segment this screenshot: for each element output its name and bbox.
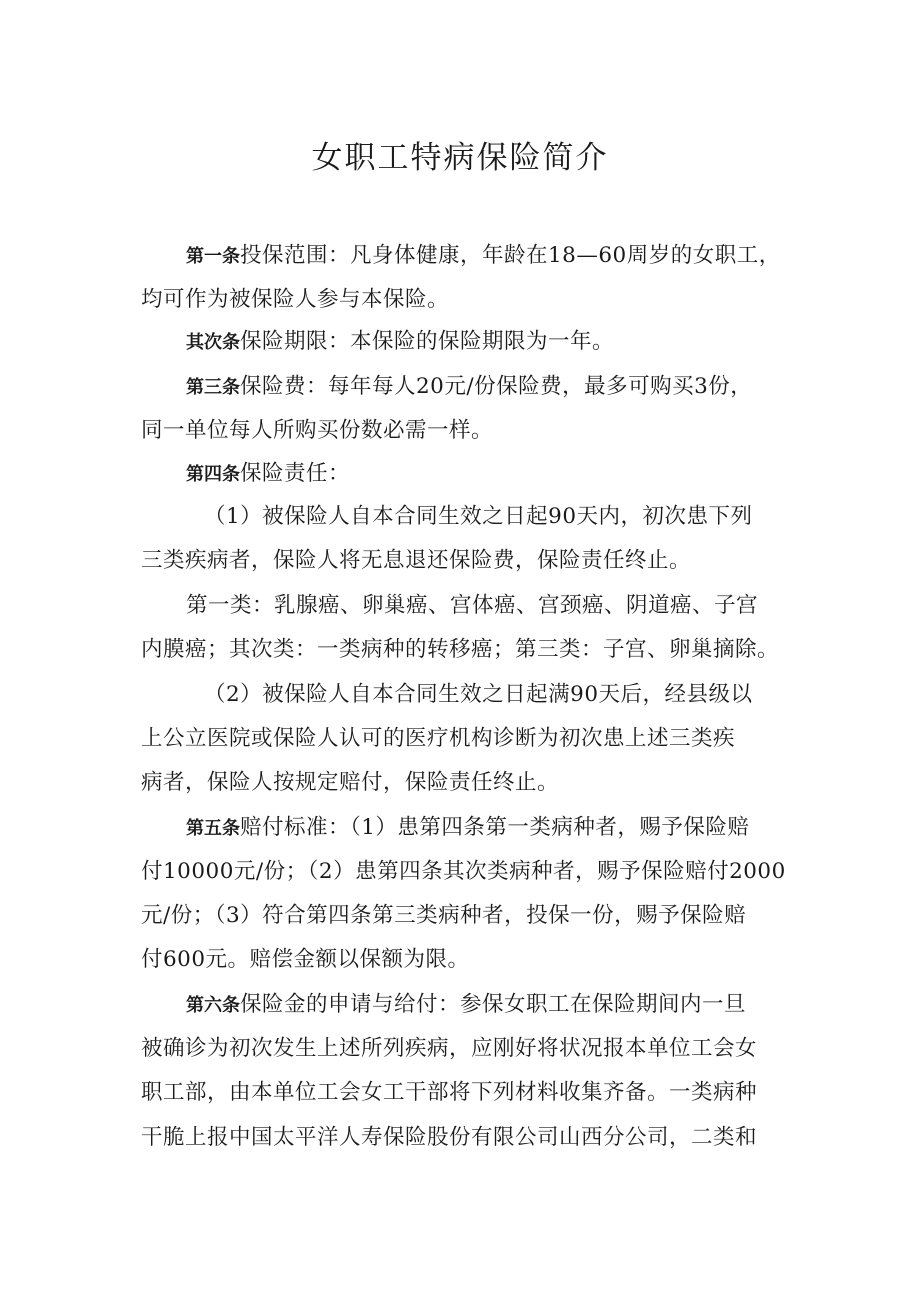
article-2-label: 其次条	[186, 332, 240, 352]
article-3-line-2: 同一单位每人所购买份数必需一样。	[141, 418, 494, 443]
article-4-types-line-2: 内膜癌；其次类：一类病种的转移癌；第三类：子宫、卵巢摘除。	[141, 637, 780, 662]
article-5-text-1: 赔付标准：（1）患第四条第一类病种者，赐予保险赔	[240, 815, 750, 840]
article-2-text-1: 保险期限：本保险的保险期限为一年。	[240, 329, 615, 354]
article-2-line-1	[186, 324, 614, 355]
article-6-line-1	[186, 987, 746, 1018]
article-6-line-2: 被确诊为初次发生上述所列疾病，应刚好将状况报本单位工会女	[141, 1036, 758, 1061]
article-6-text-1: 保险金的申请与给付：参保女职工在保险期间内一旦	[240, 992, 747, 1017]
article-1-text-1: 投保范围：凡身体健康，年龄在18—60周岁的女职工，	[240, 243, 781, 268]
article-5-line-3: 元/份；（3）符合第四条第三类病种者，投保一份，赐予保险赔	[141, 903, 747, 928]
article-5-line-4: 付600元。赔偿金额以保额为限。	[141, 947, 470, 972]
article-1-label: 第一条	[186, 246, 240, 266]
article-3-line-1	[186, 369, 752, 400]
article-4-item-1-line-1: （1）被保险人自本合同生效之日起90天内，初次患下列	[204, 504, 753, 529]
article-5-line-2: 付10000元/份；（2）患第四条其次类病种者，赐予保险赔付2000	[141, 859, 786, 884]
article-4-item-2-line-2: 上公立医院或保险人认可的医疗机构诊断为初次患上述三类疾	[141, 726, 736, 751]
article-5-label: 第五条	[186, 818, 240, 838]
article-4-label: 第四条	[186, 464, 240, 484]
article-1-line-2: 均可作为被保险人参与本保险。	[141, 287, 450, 312]
article-3-label: 第三条	[186, 377, 240, 397]
article-1-line-1	[186, 238, 781, 269]
article-5-line-1	[186, 810, 749, 841]
article-4-item-1-line-2: 三类疾病者，保险人将无息退还保险费，保险责任终止。	[141, 548, 692, 573]
article-6-line-4: 干脆上报中国太平洋人寿保险股份有限公司山西分公司，二类和	[141, 1125, 758, 1150]
article-6-label: 第六条	[186, 995, 240, 1015]
article-4-item-2-line-1: （2）被保险人自本合同生效之日起满90天后，经县级以	[204, 682, 753, 707]
article-4-types-line-1: 第一类：乳腺癌、卵巢癌、宫体癌、宫颈癌、阴道癌、子宫	[186, 593, 759, 618]
article-4-text-1: 保险责任：	[240, 461, 351, 486]
article-6-line-3: 职工部，由本单位工会女工干部将下列材料收集齐备。一类病种	[141, 1080, 758, 1105]
article-4-item-2-line-3: 病者，保险人按规定赔付，保险责任终止。	[141, 770, 560, 795]
page-title: 女职工特病保险简介	[311, 140, 609, 176]
article-4-line-1	[186, 456, 350, 487]
article-3-text-1: 保险费：每年每人20元/份保险费，最多可购买3份，	[240, 374, 753, 399]
